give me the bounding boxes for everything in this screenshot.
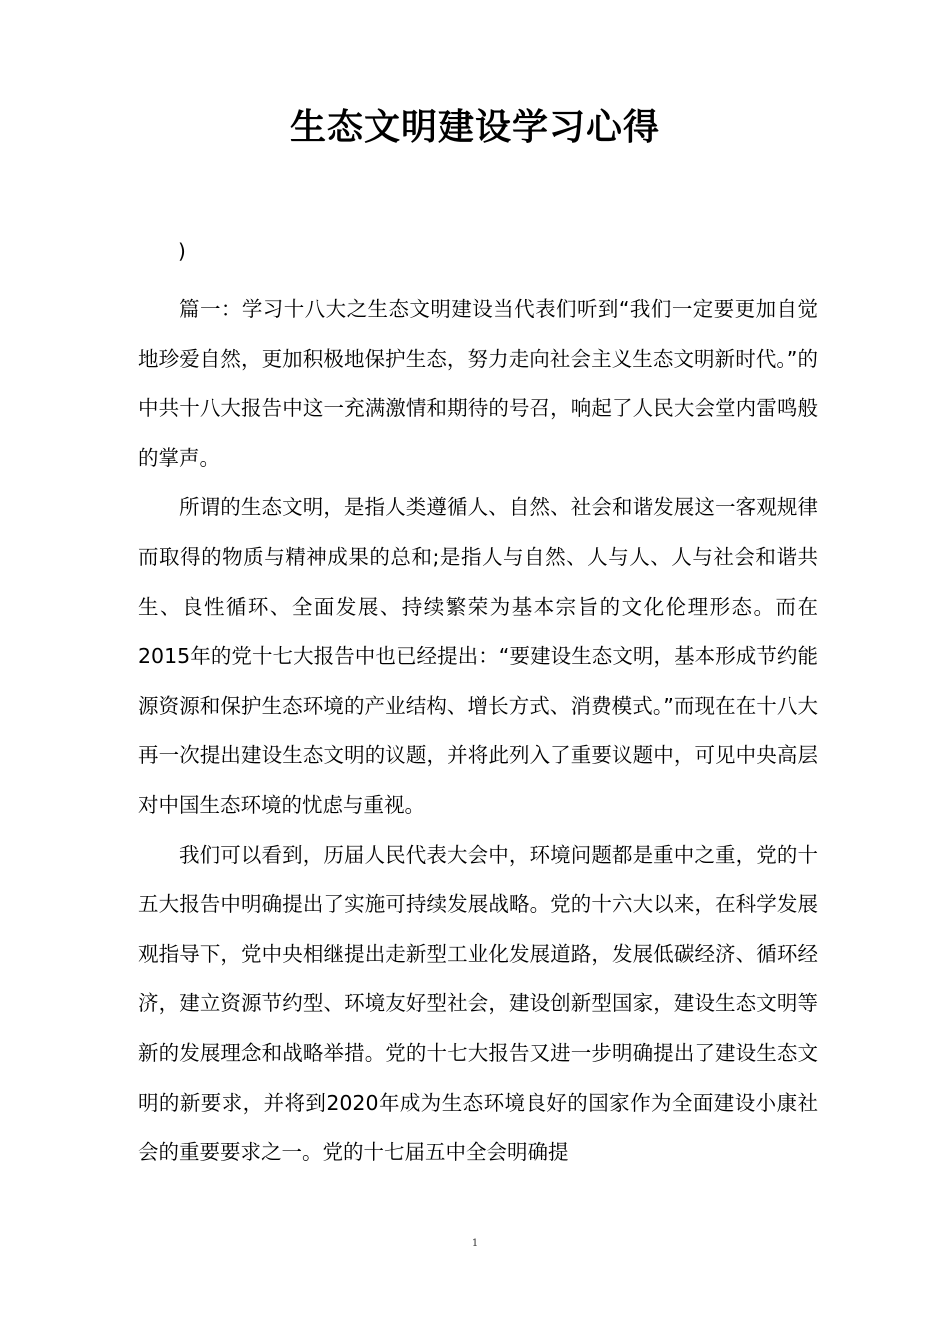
paragraph-2: 所谓的生态文明，是指人类遵循人、自然、社会和谐发展这一客观规律而取得的物质与精神成果的总和;是指人与自然、人与人、人与社会和谐共生、良性循环、全面发展、持续繁荣为基本宗旨的文化伦理形态。而在2015年的党十七大报告中也已经提出：“要建设生态文明，基本形成节约能源资源和保护生态环境的产业结构、增长方式、消费模式。”而现在在十八大再一次提出建设生态文明的议题，并将此列入了重要议题中，可见中央高层对中国生态环境的忧虑与重视。 — [138, 495, 818, 817]
stray-parenthesis: ) — [178, 239, 186, 263]
document-body — [138, 285, 818, 1178]
paragraph-3: 我们可以看到，历届人民代表大会中，环境问题都是重中之重，党的十五大报告中明确提出了实施可持续发展战略。党的十六大以来，在科学发展观指导下，党中央相继提出走新型工业化发展道路，发展低碳经济、循环经济，建立资源节约型、环境友好型社会，建设创新型国家，建设生态文明等新的发展理念和战略举措。党的十七大报告又进一步明确提出了建设生态文明的新要求，并将到2020年成为生态环境良好的国家作为全面建设小康社会的重要要求之一。党的十七届五中全会明确提 — [138, 842, 818, 1165]
document-title: 生态文明建设学习心得 — [289, 107, 660, 148]
paragraph-1: 篇一：学习十八大之生态文明建设当代表们听到“我们一定要更加自觉地珍爱自然，更加积极地保护生态，努力走向社会主义生态文明新时代。”的中共十八大报告中这一充满激情和期待的号召，响起了人民大会堂内雷鸣般的掌声。 — [138, 297, 818, 470]
page-number: 1 — [471, 1238, 479, 1249]
